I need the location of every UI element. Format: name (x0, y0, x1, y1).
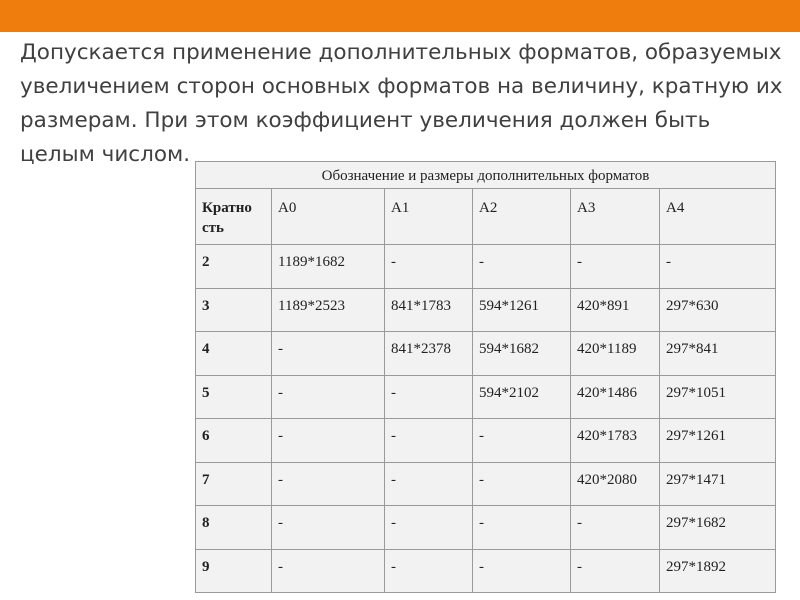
size-cell: - (272, 462, 385, 506)
size-cell: 420*2080 (571, 462, 660, 506)
header-cell: A0 (272, 189, 385, 245)
multiplier-cell: 3 (196, 288, 272, 332)
size-cell: - (385, 462, 473, 506)
multiplier-cell: 5 (196, 375, 272, 419)
size-cell: 594*1682 (473, 332, 571, 376)
header-cell: A4 (660, 189, 776, 245)
header-cell: A1 (385, 189, 473, 245)
top-accent-bar (0, 0, 800, 32)
size-cell: - (571, 549, 660, 593)
size-cell: 297*1051 (660, 375, 776, 419)
size-cell: - (660, 245, 776, 289)
table-row (196, 462, 776, 506)
multiplier-cell: 4 (196, 332, 272, 376)
header-cell: A3 (571, 189, 660, 245)
table-row (196, 245, 776, 289)
size-cell: 594*2102 (473, 375, 571, 419)
size-cell: - (473, 419, 571, 463)
table-row (196, 549, 776, 593)
size-cell: 841*1783 (385, 288, 473, 332)
size-cell: 297*841 (660, 332, 776, 376)
table-caption: Обозначение и размеры дополнительных форматов (196, 162, 776, 189)
size-cell: - (385, 375, 473, 419)
size-cell: 1189*2523 (272, 288, 385, 332)
table-row (196, 419, 776, 463)
size-cell: - (385, 245, 473, 289)
size-cell: - (473, 506, 571, 550)
size-cell: - (385, 419, 473, 463)
size-cell: 297*1261 (660, 419, 776, 463)
multiplier-cell: 7 (196, 462, 272, 506)
size-cell: - (272, 506, 385, 550)
header-cell: A2 (473, 189, 571, 245)
multiplier-cell: 8 (196, 506, 272, 550)
size-cell: 1189*1682 (272, 245, 385, 289)
size-cell: - (272, 375, 385, 419)
size-cell: - (473, 549, 571, 593)
table-row (196, 506, 776, 550)
size-cell: 297*1892 (660, 549, 776, 593)
size-cell: 594*1261 (473, 288, 571, 332)
size-cell: - (473, 245, 571, 289)
table-row (196, 375, 776, 419)
header-cell: Кратно сть (196, 189, 272, 245)
multiplier-cell: 9 (196, 549, 272, 593)
size-cell: - (272, 549, 385, 593)
size-cell: 297*1682 (660, 506, 776, 550)
header-row (196, 189, 776, 245)
size-cell: - (272, 419, 385, 463)
size-cell: - (385, 506, 473, 550)
size-cell: - (385, 549, 473, 593)
formats-table (195, 161, 776, 593)
size-cell: - (473, 462, 571, 506)
size-cell: 297*1471 (660, 462, 776, 506)
size-cell: 841*2378 (385, 332, 473, 376)
size-cell: 420*891 (571, 288, 660, 332)
multiplier-cell: 2 (196, 245, 272, 289)
size-cell: - (272, 332, 385, 376)
size-cell: - (571, 506, 660, 550)
multiplier-cell: 6 (196, 419, 272, 463)
size-cell: 420*1486 (571, 375, 660, 419)
table-row (196, 288, 776, 332)
intro-paragraph: Допускается применение дополнительных форматов, образуемых увеличением сторон основных форматов на величину, кратную их размерам. При этом коэффициент увеличения должен быть целым числом. (20, 40, 783, 167)
size-cell: 420*1189 (571, 332, 660, 376)
table-row (196, 332, 776, 376)
size-cell: - (571, 245, 660, 289)
size-cell: 297*630 (660, 288, 776, 332)
size-cell: 420*1783 (571, 419, 660, 463)
